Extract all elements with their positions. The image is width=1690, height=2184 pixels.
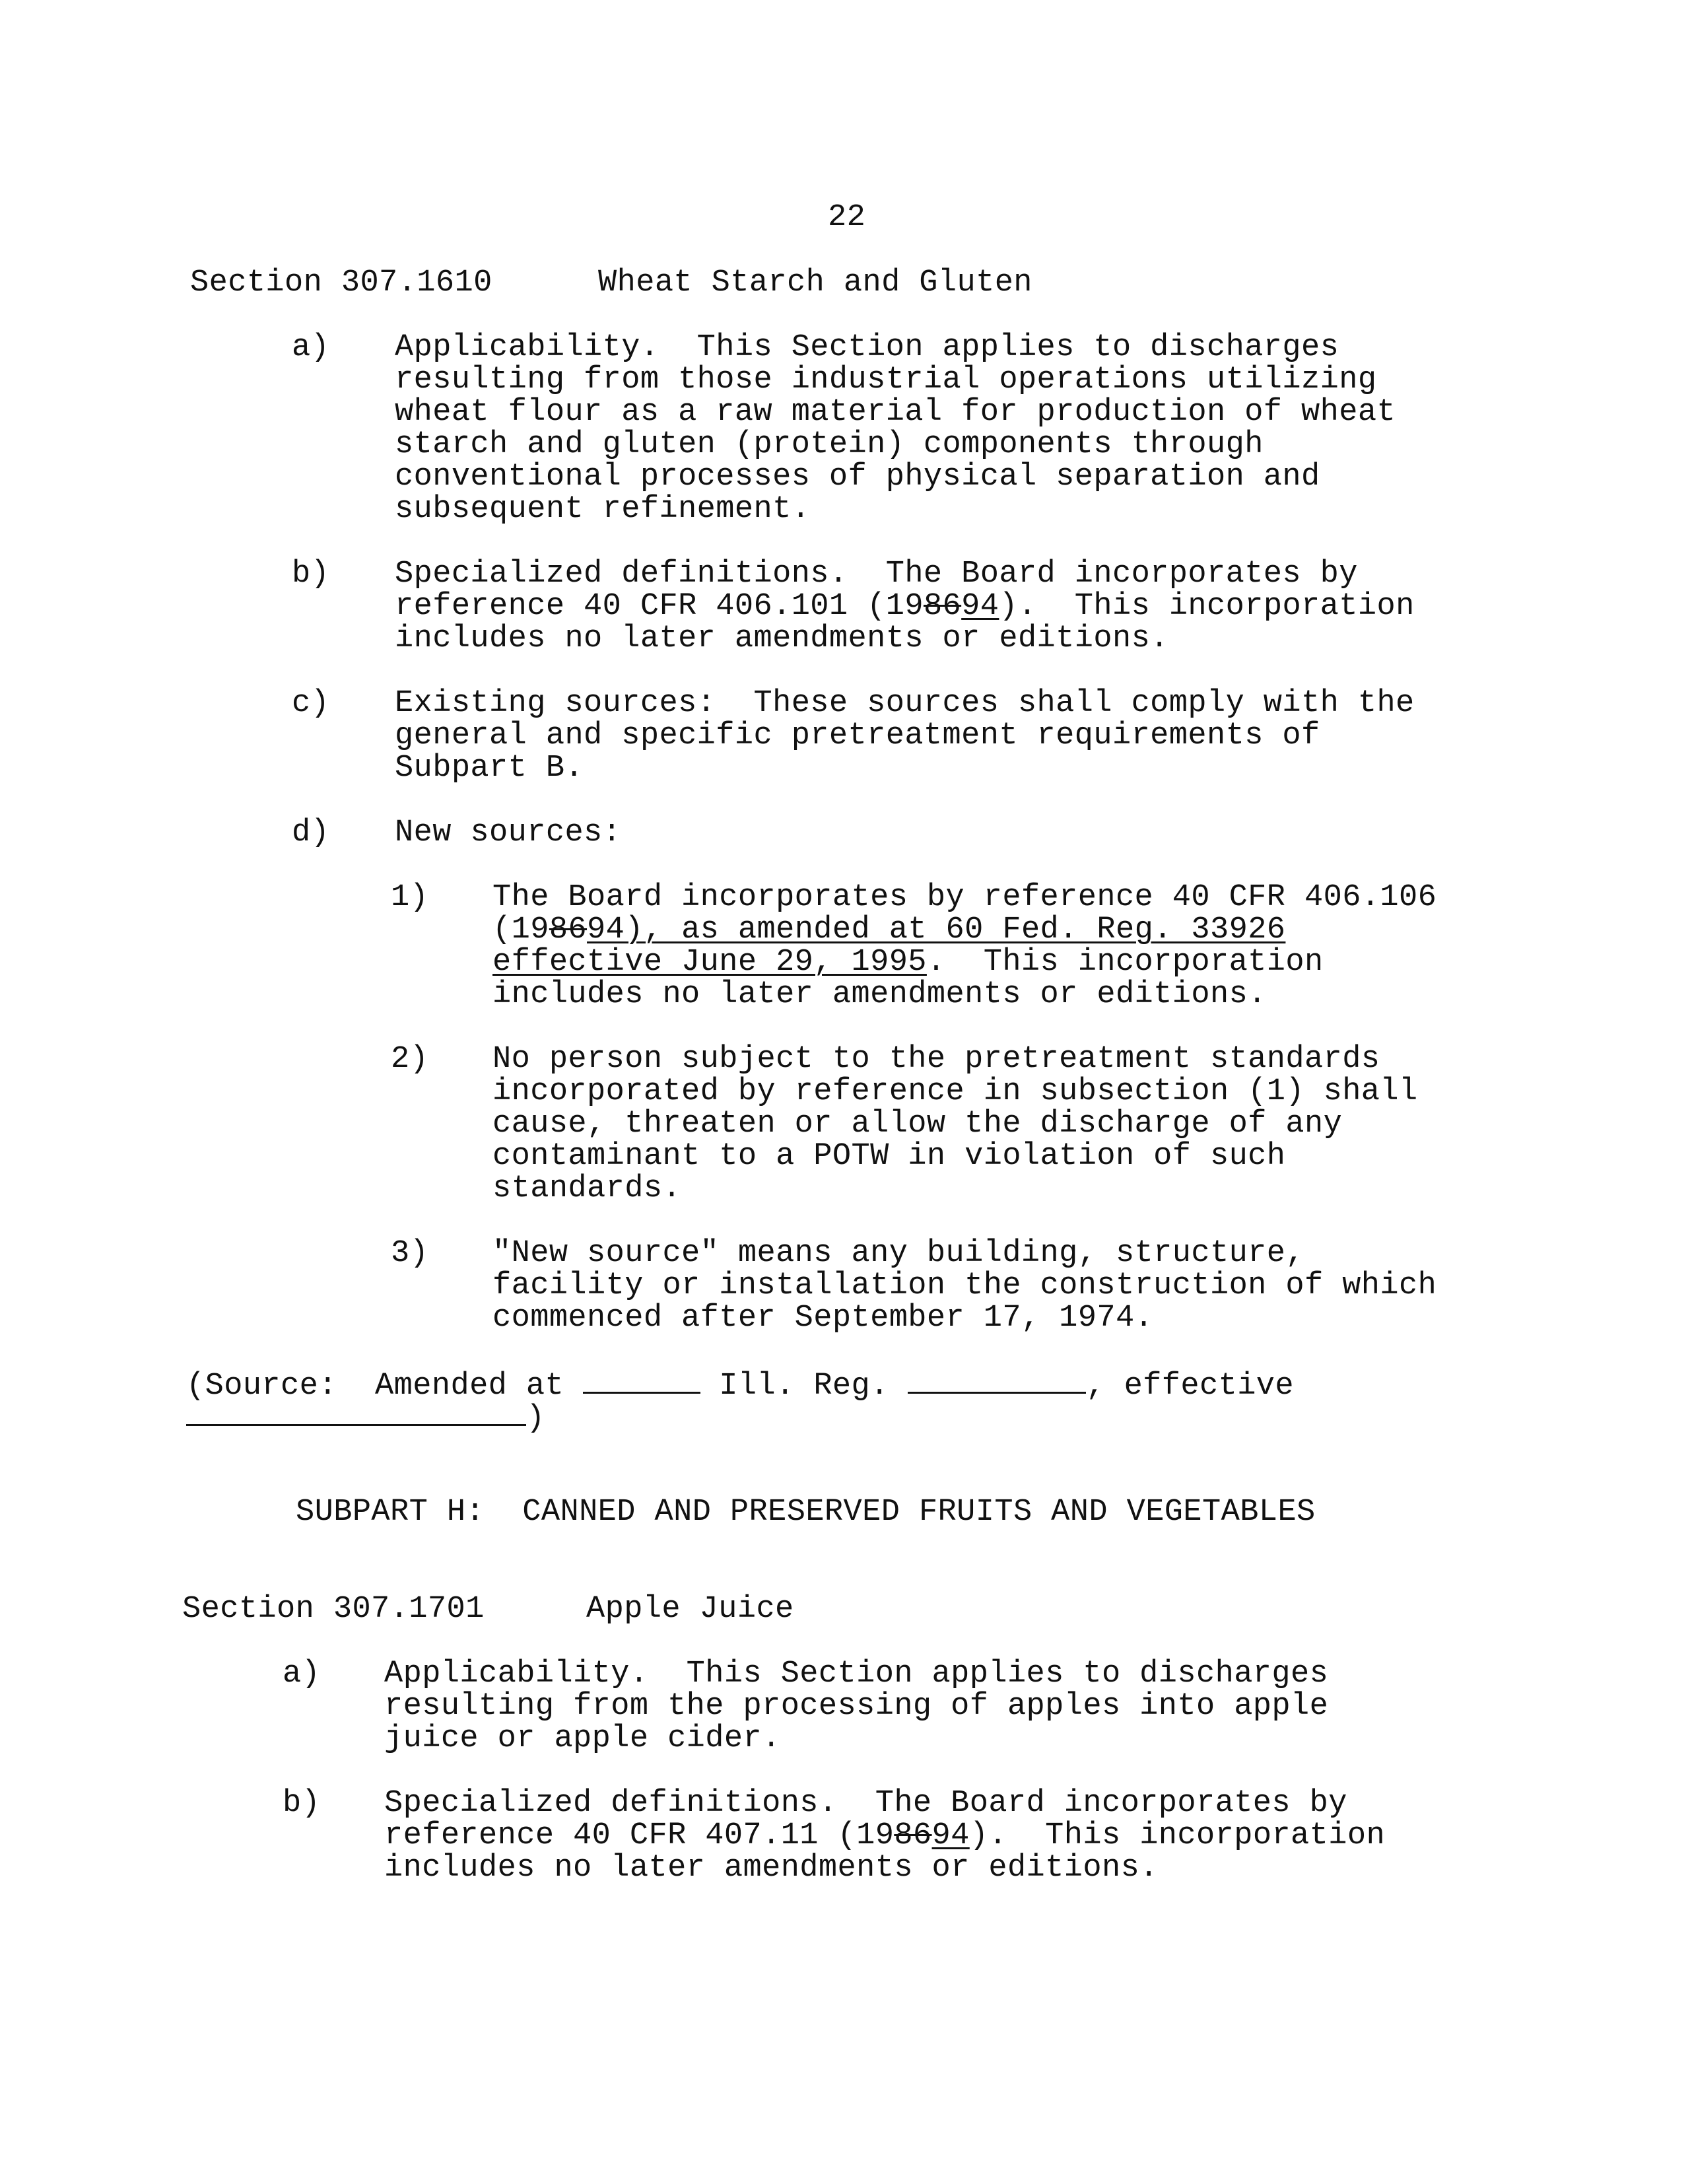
paragraph-line: The Board incorporates by reference 40 CFR 406.106	[492, 880, 1437, 915]
subsection-label: a)	[283, 1656, 321, 1691]
paragraph-line: general and specific pretreatment requirements of	[395, 718, 1320, 753]
section-title: Wheat Starch and Gluten	[598, 265, 1032, 300]
paragraph-line: effective June 29, 1995. This incorporation	[492, 945, 1324, 980]
paragraph-line: contaminant to a POTW in violation of such	[492, 1139, 1286, 1174]
subsection-label: b)	[283, 1786, 321, 1821]
paragraph-line: reference 40 CFR 407.11 (198694). This incorporation	[384, 1818, 1386, 1853]
subsection-label: c)	[292, 686, 330, 721]
paragraph-line: standards.	[492, 1171, 682, 1206]
section-number: Section 307.1610	[190, 265, 492, 300]
struck-text: 86	[923, 589, 962, 624]
inserted-text: 94	[931, 1818, 970, 1853]
item-label: 3)	[391, 1236, 429, 1271]
paragraph-line: conventional processes of physical separation and	[395, 460, 1320, 495]
paragraph-line: starch and gluten (protein) components through	[395, 427, 1264, 462]
paragraph-line: incorporated by reference in subsection (1) shall	[492, 1074, 1418, 1109]
page-number: 22	[828, 200, 866, 235]
paragraph-line: includes no later amendments or editions.	[492, 977, 1267, 1012]
paragraph-line: wheat flour as a raw material for production of wheat	[395, 395, 1396, 430]
paragraph-line: cause, threaten or allow the discharge of any	[492, 1107, 1343, 1142]
inserted-text: 94	[961, 589, 999, 624]
inserted-text: effective June 29, 1995	[492, 945, 927, 980]
section-number: Section 307.1701	[182, 1592, 485, 1627]
subsection-label: b)	[292, 557, 330, 592]
paragraph-line: reference 40 CFR 406.101 (198694). This incorporation	[395, 589, 1415, 624]
paragraph-line: "New source" means any building, structure,	[492, 1236, 1304, 1271]
source-note: (Source: Amended at Ill. Reg. , effective	[186, 1367, 1294, 1403]
paragraph-line: Existing sources: These sources shall comply with the	[395, 686, 1415, 721]
paragraph-line: includes no later amendments or editions.	[384, 1851, 1159, 1886]
section-title: Apple Juice	[586, 1592, 794, 1627]
struck-text: 86	[549, 912, 588, 947]
paragraph-line: (198694), as amended at 60 Fed. Reg. 33926	[492, 912, 1286, 947]
subpart-heading: SUBPART H: CANNED AND PRESERVED FRUITS AND VEGETABLES	[296, 1495, 1316, 1530]
item-label: 1)	[391, 880, 429, 915]
paragraph-line: subsequent refinement.	[395, 492, 811, 527]
paragraph-line: New sources:	[395, 815, 622, 850]
struck-text: 86	[894, 1818, 932, 1853]
paragraph-line: Specialized definitions. The Board incorporates by	[395, 557, 1358, 592]
inserted-text: 94), as amended at 60 Fed. Reg. 33926	[587, 912, 1286, 947]
blank-volume	[583, 1367, 700, 1394]
source-note: )	[186, 1399, 545, 1435]
paragraph-line: Subpart B.	[395, 751, 584, 786]
paragraph-line: resulting from the processing of apples into apple	[384, 1689, 1329, 1724]
paragraph-line: Specialized definitions. The Board incorporates by	[384, 1786, 1347, 1821]
blank-page	[908, 1367, 1086, 1394]
item-label: 2)	[391, 1042, 429, 1077]
paragraph-line: Applicability. This Section applies to discharges	[395, 330, 1339, 365]
paragraph-line: Applicability. This Section applies to discharges	[384, 1656, 1329, 1691]
subsection-label: a)	[292, 330, 330, 365]
paragraph-line: resulting from those industrial operations utilizing	[395, 362, 1377, 397]
paragraph-line: includes no later amendments or editions.	[395, 621, 1169, 656]
paragraph-line: commenced after September 17, 1974.	[492, 1301, 1154, 1336]
paragraph-line: No person subject to the pretreatment standards	[492, 1042, 1380, 1077]
paragraph-line: facility or installation the construction of which	[492, 1268, 1437, 1303]
subsection-label: d)	[292, 815, 330, 850]
blank-effective-date	[186, 1399, 526, 1426]
paragraph-line: juice or apple cider.	[384, 1721, 781, 1756]
